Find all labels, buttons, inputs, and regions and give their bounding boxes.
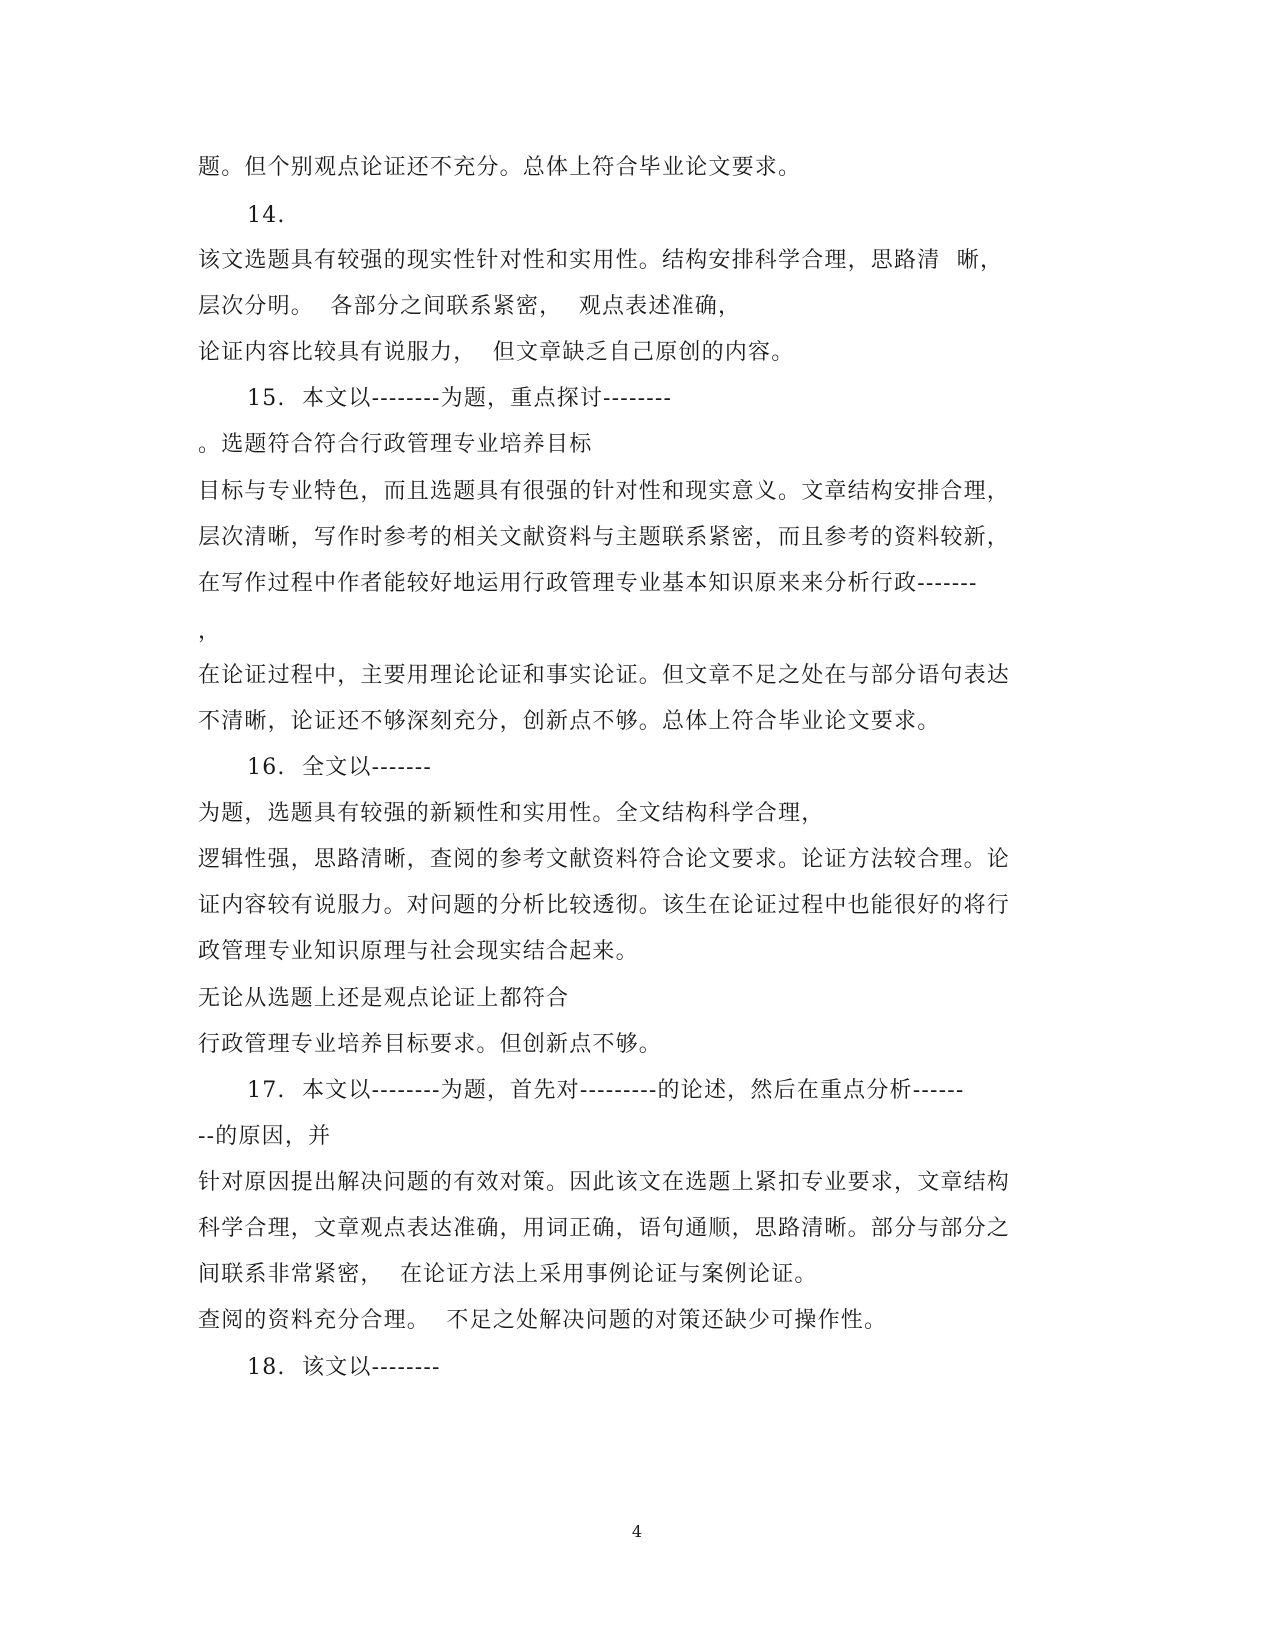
text-line: 政管理专业知识原理与社会现实结合起来。 (198, 939, 639, 964)
text-line: 题。但个别观点论证还不充分。总体上符合毕业论文要求。 (198, 155, 802, 180)
text-line: 层次清晰，写作时参考的相关文献资料与主题联系紧密，而且参考的资料较新， (198, 525, 1011, 550)
text-line: 论证内容比较具有说服力， 但文章缺乏自己原创的内容。 (198, 340, 795, 365)
item-heading-15: 15. 本文以--------为题，重点探讨-------- (247, 386, 673, 411)
item-heading-18: 18. 该文以-------- (247, 1355, 441, 1380)
text-line: 层次分明。 各部分之间联系紧密， 观点表述准确， (198, 294, 742, 319)
text-line: 不清晰，论证还不够深刻充分，创新点不够。总体上符合毕业论文要求。 (198, 709, 941, 734)
item-heading-17: 17. 本文以--------为题，首先对---------的论述，然后在重点分析------ (247, 1078, 965, 1103)
text-line: 证内容较有说服力。对问题的分析比较透彻。该生在论证过程中也能很好的将行 (198, 893, 1011, 918)
text-line: 该文选题具有较强的现实性针对性和实用性。结构安排科学合理，思路清 晰， (198, 248, 1004, 273)
text-line: 。选题符合符合行政管理专业培养目标 (198, 432, 593, 457)
text-line: ， (198, 619, 222, 644)
text-line: 无论从选题上还是观点论证上都符合 (198, 986, 570, 1011)
text-line: 查阅的资料充分合理。 不足之处解决问题的对策还缺少可操作性。 (198, 1308, 888, 1333)
text-line: 为题，选题具有较强的新颖性和实用性。全文结构科学合理， (198, 801, 825, 826)
text-line: 目标与专业特色，而且选题具有很强的针对性和现实意义。文章结构安排合理， (198, 479, 1011, 504)
item-heading-16: 16. 全文以------- (247, 755, 433, 780)
text-line: 在论证过程中，主要用理论论证和事实论证。但文章不足之处在与部分语句表达 (198, 663, 1011, 688)
item-number-14: 14. (247, 203, 286, 228)
text-line: 科学合理，文章观点表达准确，用词正确，语句通顺，思路清晰。部分与部分之 (198, 1216, 1011, 1241)
text-line: --的原因，并 (198, 1124, 332, 1149)
page-number: 4 (631, 1522, 643, 1541)
text-line: 行政管理专业培养目标要求。但创新点不够。 (198, 1032, 663, 1057)
text-line: 在写作过程中作者能较好地运用行政管理专业基本知识原来来分析行政------- (198, 571, 978, 596)
text-line: 针对原因提出解决问题的有效对策。因此该文在选题上紧扣专业要求，文章结构 (198, 1170, 1011, 1195)
text-line: 逻辑性强，思路清晰，查阅的参考文献资料符合论文要求。论证方法较合理。论 (198, 847, 1011, 872)
text-line: 间联系非常紧密， 在论证方法上采用事例论证与案例论证。 (198, 1262, 818, 1287)
